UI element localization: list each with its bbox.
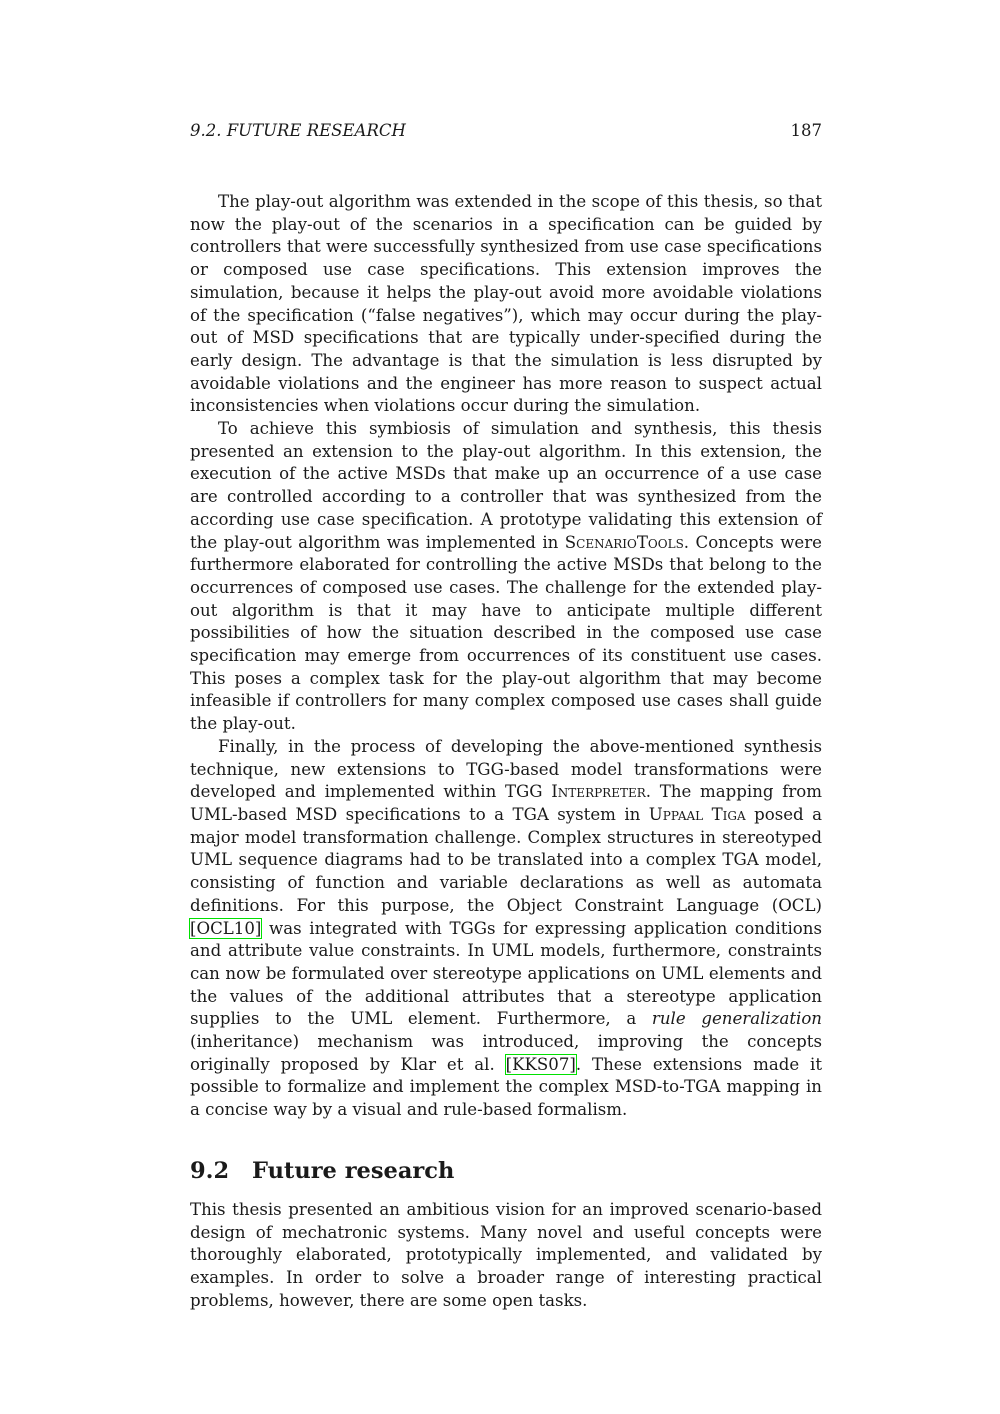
paragraph-text: . These extensions made it possible to formalize and implement the complex MSD-to-TGA mapping in a concise way by a visual and rule-based formalism. <box>190 1054 823 1120</box>
citation-link-kks07[interactable]: [KKS07] <box>505 1054 576 1074</box>
paragraph-text: To achieve this symbiosis of simulation and synthesis, this thesis presented an extension to the play-out algorithm. In this extension, the execution of the active MSDs that make up an occurrence of a use case are controlled according to a controller that was synthesized from the according use case specification. A prototype validating this extension of the play-out algorithm was implemented in <box>190 419 822 552</box>
tool-name-interpreter: Interpreter <box>551 782 646 802</box>
header-section-title: 9.2. FUTURE RESEARCH <box>190 121 406 140</box>
paragraph-text: Finally, in the process of developing the above-mentioned synthesis technique, new extensions to TGG-based model transformations were developed and implemented within TGG <box>190 736 822 802</box>
tool-name-uppaal-tiga: Uppaal Tiga <box>648 804 746 824</box>
paragraph-future-research-intro: This thesis presented an ambitious vision for an improved scenario-based design of mechatronic systems. Many novel and useful concepts were thoroughly elaborated, prototypically implemented, and validated by examples. In order to solve a broader range of interesting practical problems, however, there are some open tasks. <box>190 1199 822 1310</box>
paragraph-text: . The mapping from UML-based MSD specifications to a TGA system in <box>190 782 822 824</box>
emphasis-rule-generalization: rule generalization <box>651 1009 822 1029</box>
section-number: 9.2 <box>190 1157 230 1184</box>
paragraph-playout-extension: The play-out algorithm was extended in the scope of this thesis, so that now the play-out of the scenarios in a specification can be guided by controllers that were successfully synthesized from use case specifications or composed use case specifications. This extension improves the simulation, because it helps the play-out avoid more avoidable violations of the specification (“false negatives”), which may occur during the play-out of MSD specifications that are typically under-specified during the early design. The advantage is that the simulation is less disrupted by avoidable violations and the engineer has more reason to suspect actual inconsistencies when violations occur during the simulation. <box>190 192 822 416</box>
paragraph-symbiosis <box>190 418 822 736</box>
paragraph-text: was integrated with TGGs for expressing application conditions and attribute value constraints. In UML models, furthermore, constraints can now be formulated over stereotype applications on UML elements and the values of the additional attributes that a stereotype application supplies to the UML element. Furthermore, a <box>190 918 822 1029</box>
paragraph-tgg-extensions <box>190 736 822 1122</box>
section-heading <box>190 1157 822 1185</box>
tool-name-scenariotools: ScenarioTools <box>564 532 684 552</box>
page-number: 187 <box>790 121 822 140</box>
running-header <box>190 120 822 142</box>
paragraph-text: . Concepts were furthermore elaborated for controlling the active MSDs that belong to the occurrences of composed use cases. The challenge for the extended play-out algorithm is that it may have to anticipate multiple different possibilities of how the situation described in the composed use case specification may emerge from occurrences of its constituent use cases. This poses a complex task for the play-out algorithm that may become infeasible if controllers for many complex composed use cases shall guide the play-out. <box>190 532 822 734</box>
body-text <box>190 191 822 1312</box>
paragraph-text: (inheritance) mechanism was introduced, improving the concepts originally proposed by Klar et al. <box>190 1032 822 1074</box>
paragraph-text: posed a major model transformation challenge. Complex structures in stereotyped UML sequence diagrams had to be translated into a complex TGA model, consisting of function and variable declarations as well as automata definitions. For this purpose, the Object Constraint Language (OCL) <box>190 804 823 915</box>
citation-link-ocl10[interactable]: [OCL10] <box>190 918 262 938</box>
section-title: Future research <box>252 1157 455 1184</box>
